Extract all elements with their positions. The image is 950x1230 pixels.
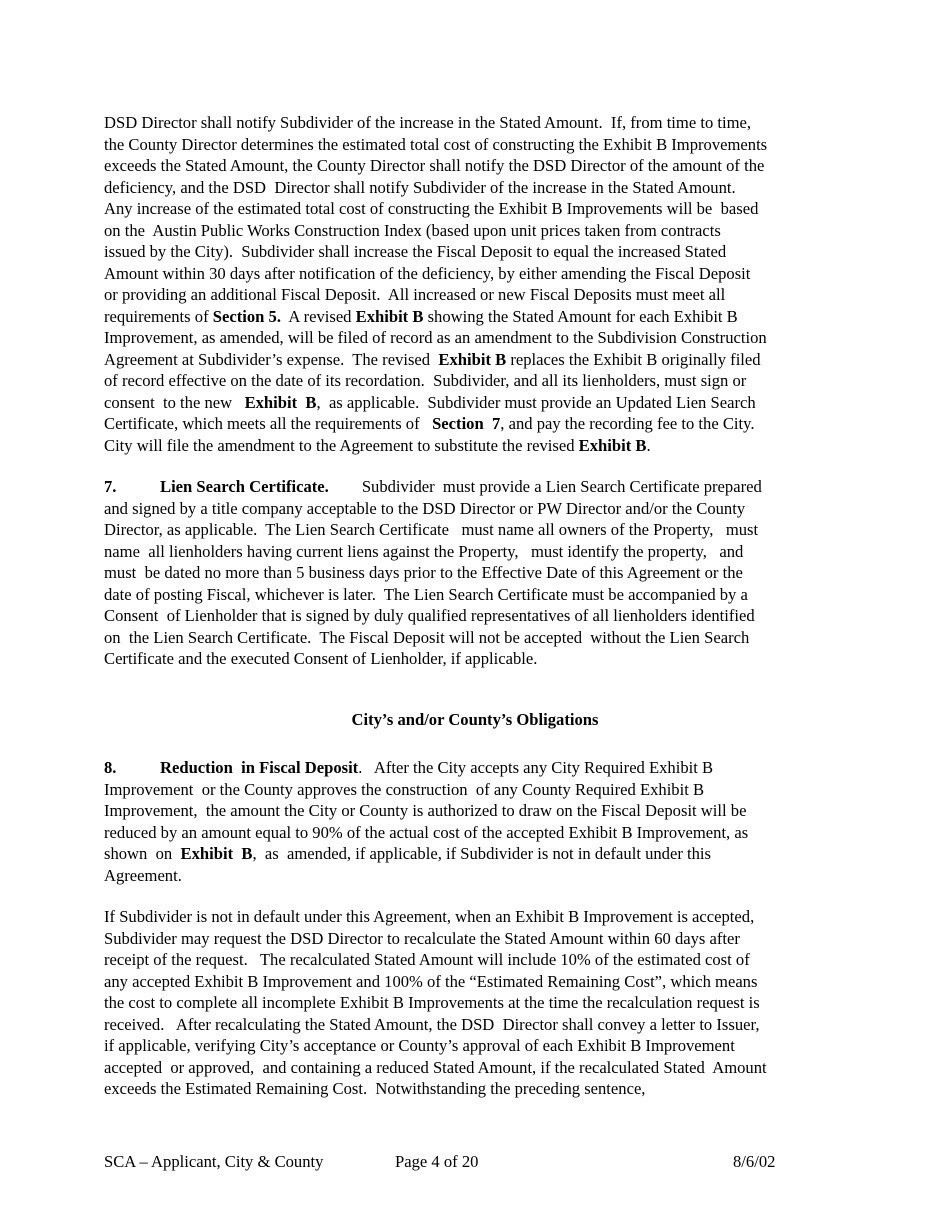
text-line: Consent of Lienholder that is signed by duly qualified representatives of all lienholders identified [104, 606, 755, 625]
text-run: shown on [104, 844, 181, 863]
text-line: Agreement. [104, 865, 182, 885]
paragraph-stated-amount-continuation [104, 112, 864, 456]
footer-document-title: SCA – Applicant, City & County [104, 1152, 324, 1171]
text-line: any accepted Exhibit B Improvement and 100% of the “Estimated Remaining Cost”, which means [104, 971, 758, 991]
text-line: on the Austin Public Works Construction Index (based upon unit prices taken from contracts [104, 220, 721, 240]
text-line: exceeds the Stated Amount, the County Director shall notify the DSD Director of the amount of the [104, 156, 765, 175]
text-line: receipt of the request. The recalculated Stated Amount will include 10% of the estimated cost of [104, 950, 750, 969]
text-line: name all lienholders having current liens against the Property, must identify the property, and [104, 541, 744, 561]
text-line: Certificate and the executed Consent of Lienholder, if applicable. [104, 649, 538, 668]
section-8-reduction-in-fiscal-deposit [104, 757, 864, 886]
text-line: Any increase of the estimated total cost of constructing the Exhibit B Improvements will be based [104, 199, 759, 218]
exhibit-reference: Exhibit B [180, 844, 253, 863]
exhibit-reference: Exhibit B [244, 392, 317, 412]
text-line [104, 392, 864, 414]
section-title: Lien Search Certificate. [160, 477, 329, 496]
text-run: Subdivider must provide a Lien Search Certificate prepared [361, 477, 762, 496]
section-7-lien-search-certificate [104, 476, 864, 670]
text-run: replaces the Exhibit B originally filed [506, 349, 761, 369]
section-number: 7. [104, 477, 117, 496]
text-line: Improvement or the County approves the construction of any County Required Exhibit B [104, 779, 705, 799]
text-run: requirements of [104, 306, 213, 326]
text-line [104, 435, 864, 457]
text-run: Agreement at Subdivider’s expense. The revised [104, 349, 439, 369]
text-line [104, 757, 864, 779]
text-line: Subdivider may request the DSD Director to recalculate the Stated Amount within 60 days after [104, 928, 740, 948]
text-run: City will file the amendment to the Agreement to substitute the revised [104, 435, 579, 455]
text-line: and signed by a title company acceptable to the DSD Director or PW Director and/or the County [104, 498, 746, 518]
text-line [104, 843, 864, 865]
text-run: . After the City accepts any City Required Exhibit B [358, 758, 714, 777]
text-line [104, 413, 864, 435]
text-line: reduced by an amount equal to 90% of the actual cost of the accepted Exhibit B Improvement, as [104, 822, 749, 842]
text-line: issued by the City). Subdivider shall increase the Fiscal Deposit to equal the increased Stated [104, 242, 727, 261]
footer-page-number: Page 4 of 20 [395, 1152, 479, 1171]
text-line: or providing an additional Fiscal Deposit. All increased or new Fiscal Deposits must meet all [104, 285, 726, 304]
text-line: DSD Director shall notify Subdivider of the increase in the Stated Amount. If, from time to time, [104, 113, 752, 132]
text-run: Certificate, which meets all the requirements of [104, 414, 433, 433]
text-line: on the Lien Search Certificate. The Fiscal Deposit will not be accepted without the Lien Search [104, 627, 750, 647]
exhibit-reference: Exhibit B [438, 349, 507, 369]
text-run: , and pay the recording fee to the City. [500, 414, 755, 433]
text-line: Improvement, as amended, will be filed of record as an amendment to the Subdivision Construction [104, 328, 767, 347]
text-line [104, 476, 864, 498]
text-line: if applicable, verifying City’s acceptance or County’s approval of each Exhibit B Improvement [104, 1036, 735, 1055]
text-line: must be dated no more than 5 business days prior to the Effective Date of this Agreement or the [104, 563, 743, 582]
section-reference: Section 5. [212, 306, 281, 326]
section-title: Reduction in Fiscal Deposit [160, 758, 359, 777]
text-line: Amount within 30 days after notification of the deficiency, by either amending the Fiscal Deposit [104, 263, 751, 283]
footer-date: 8/6/02 [733, 1152, 776, 1171]
text-run: , as amended, if applicable, if Subdivider is not in default under this [252, 844, 711, 863]
text-line: Director, as applicable. The Lien Search Certificate must name all owners of the Property, must [104, 520, 759, 539]
exhibit-reference: Exhibit B [355, 306, 424, 326]
text-line: Improvement, the amount the City or County is authorized to draw on the Fiscal Deposit will be [104, 801, 747, 820]
section-number: 8. [104, 758, 117, 777]
text-line: the County Director determines the estimated total cost of constructing the Exhibit B Improvements [104, 134, 768, 154]
text-line: deficiency, and the DSD Director shall notify Subdivider of the increase in the Stated Amount. [104, 177, 736, 197]
text-run: showing the Stated Amount for each Exhibit B [423, 306, 738, 326]
text-line: received. After recalculating the Stated Amount, the DSD Director shall convey a letter to Issuer, [104, 1014, 760, 1034]
text-line: accepted or approved, and containing a reduced Stated Amount, if the recalculated Stated Amount [104, 1057, 767, 1077]
exhibit-reference: Exhibit B [578, 435, 647, 455]
obligations-heading: City’s and/or County’s Obligations [351, 710, 599, 729]
text-run: . [646, 435, 651, 455]
text-run: consent to the new [104, 392, 245, 412]
text-line: exceeds the Estimated Remaining Cost. Notwithstanding the preceding sentence, [104, 1079, 646, 1098]
text-run: A revised [280, 306, 356, 326]
text-line [104, 306, 864, 328]
text-line: the cost to complete all incomplete Exhibit B Improvements at the time the recalculation request is [104, 993, 760, 1012]
text-line [104, 349, 864, 371]
text-line: of record effective on the date of its recordation. Subdivider, and all its lienholders, must sign or [104, 371, 747, 390]
text-run: , as applicable. Subdivider must provide an Updated Lien Search [316, 392, 756, 412]
paragraph-recalculation [104, 906, 864, 1100]
text-line: date of posting Fiscal, whichever is later. The Lien Search Certificate must be accompanied by a [104, 584, 748, 604]
section-reference: Section 7 [432, 414, 501, 433]
text-line: If Subdivider is not in default under this Agreement, when an Exhibit B Improvement is accepted, [104, 907, 755, 926]
